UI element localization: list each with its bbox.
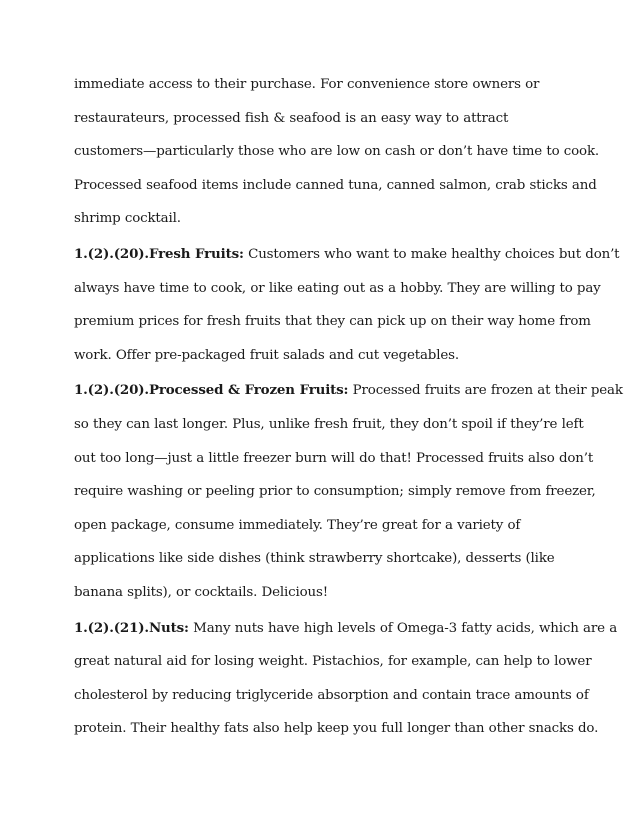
document-page [74,68,623,746]
text-line: require washing or peeling prior to consumption; simply remove from freezer, [74,484,596,500]
text-line-content: Processed fruits are frozen at their peak [348,383,623,399]
text-line: work. Offer pre-packaged fruit salads and cut vegetables. [74,347,459,363]
text-line: shrimp cocktail. [74,211,181,227]
text-line: cholesterol by reducing triglyceride absorption and contain trace amounts of [74,687,589,703]
section-heading: 1.(2).(20).Fresh Fruits: [74,245,244,262]
text-line: open package, consume immediately. They’re great for a variety of [74,517,521,533]
text-line: Processed seafood items include canned tuna, canned salmon, crab sticks and [74,177,597,193]
text-line: banana splits), or cocktails. Delicious! [74,584,328,600]
text-line: always have time to cook, or like eating out as a hobby. They are willing to pay [74,280,601,296]
text-line-content: Many nuts have high levels of Omega-3 fatty acids, which are a [188,620,618,636]
text-line: so they can last longer. Plus, unlike fresh fruit, they don’t spoil if they’re left [74,416,584,432]
text-line: immediate access to their purchase. For convenience store owners or [74,77,540,92]
section-heading: 1.(2).(20).Processed & Frozen Fruits: [74,382,349,399]
paragraph-processed-seafood [74,68,600,236]
text-line-content: Customers who want to make healthy choices but don’t [243,246,620,262]
paragraph-nuts [74,612,618,746]
text-line: protein. Their healthy fats also help keep you full longer than other snacks do. [74,721,599,737]
text-line: great natural aid for losing weight. Pistachios, for example, can help to lower [74,654,592,670]
text-line: out too long—just a little freezer burn will do that! Processed fruits also don’t [74,450,594,466]
section-heading: 1.(2).(21).Nuts: [74,619,189,636]
paragraph-processed-frozen-fruits [74,374,623,609]
text-line: applications like side dishes (think strawberry shortcake), desserts (like [74,551,555,567]
paragraph-fresh-fruits [74,238,620,372]
text-line [74,238,620,272]
text-line: customers—particularly those who are low on cash or don’t have time to cook. [74,144,600,160]
text-line: premium prices for fresh fruits that they can pick up on their way home from [74,314,591,330]
text-line: restaurateurs, processed fish & seafood is an easy way to attract [74,110,509,126]
text-line [74,374,623,408]
text-line [74,612,618,646]
